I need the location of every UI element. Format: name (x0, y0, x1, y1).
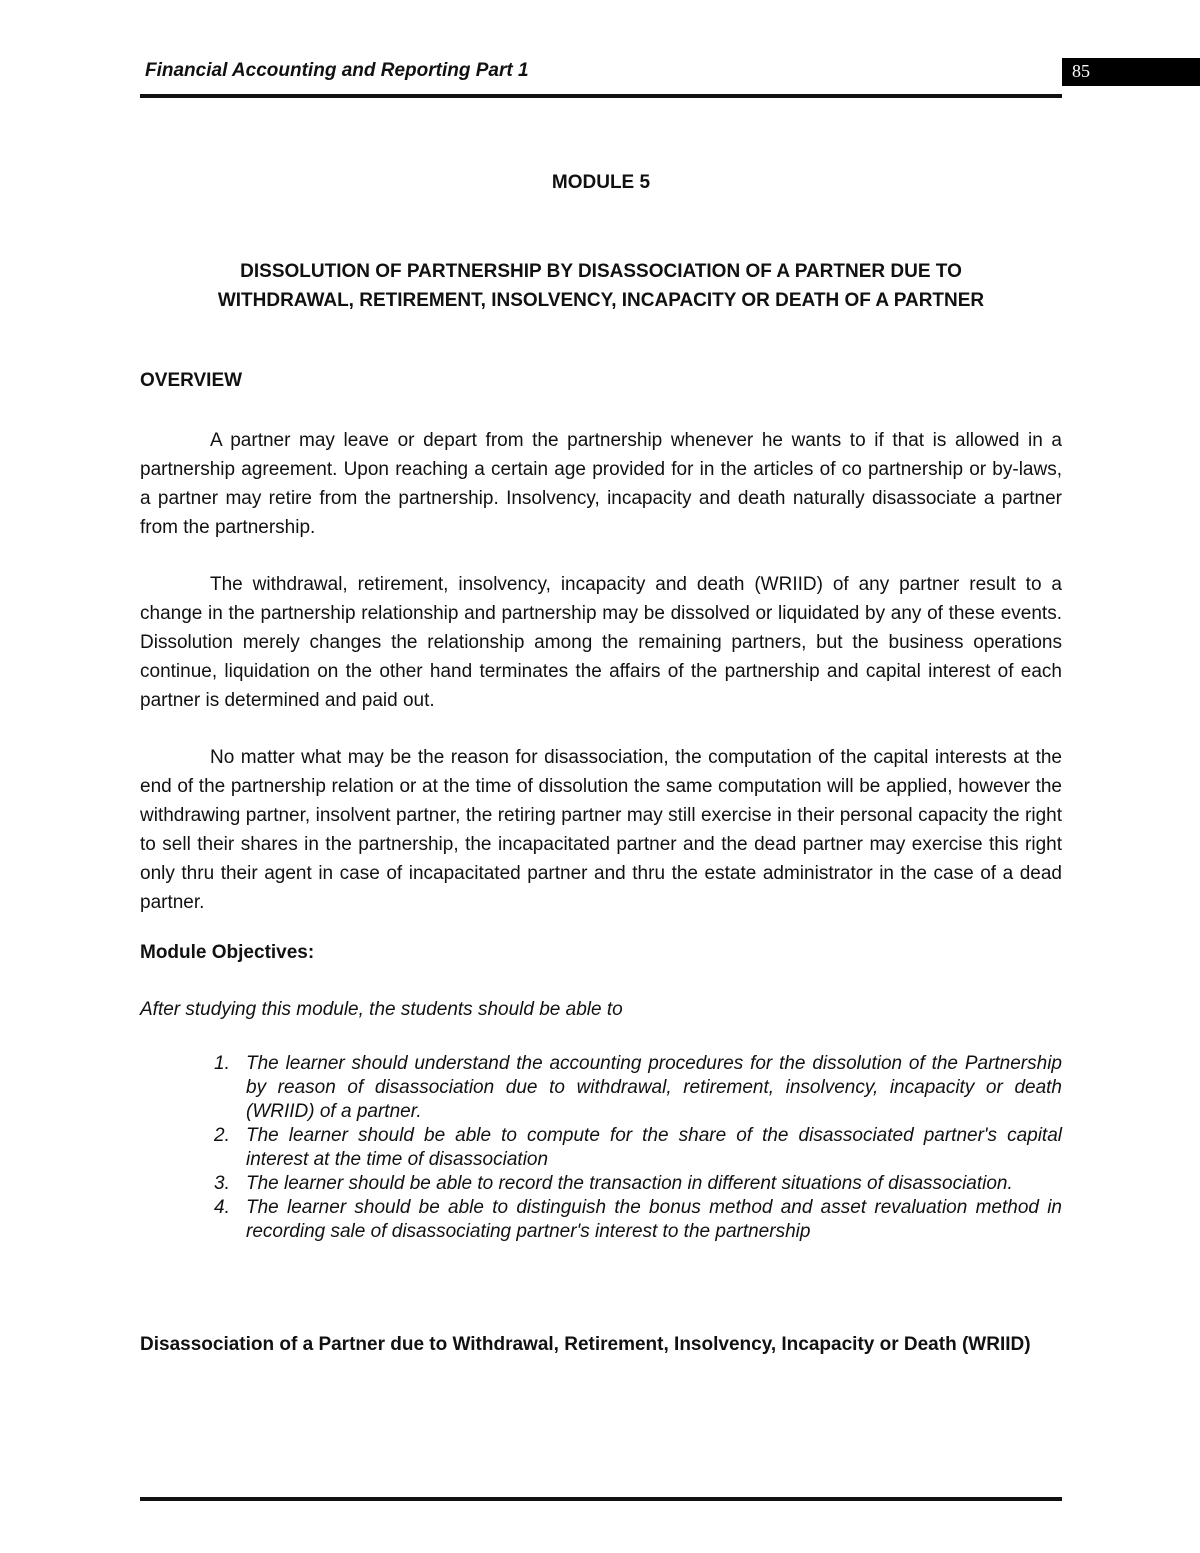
objectives-list (140, 1052, 1062, 1244)
objective-text: The learner should be able to record the transaction in different situations of disassociation. (246, 1173, 1013, 1194)
objective-text: The learner should be able to distinguish the bonus method and asset revaluation method in recording sale of disassociating partner's interest to the partnership (246, 1197, 1062, 1242)
module-title-line-2: WITHDRAWAL, RETIREMENT, INSOLVENCY, INCAPACITY OR DEATH OF A PARTNER (217, 290, 985, 311)
overview-paragraph-1: A partner may leave or depart from the partnership whenever he wants to if that is allowed in a partnership agreement. Upon reaching a certain age provided for in the articles of co partnership or by-laws, a partner may retire from the partnership. Insolvency, incapacity and death naturally disassociate a partner from the partnership. (140, 430, 1062, 538)
objective-item-1 (140, 1052, 1062, 1124)
objective-number: 3. (214, 1173, 230, 1194)
module-title-line-1: DISSOLUTION OF PARTNERSHIP BY DISASSOCIATION OF A PARTNER DUE TO (240, 261, 962, 282)
objective-number: 2. (214, 1125, 230, 1146)
page-header (140, 58, 1062, 90)
objective-text: The learner should be able to compute for the share of the disassociated partner's capital interest at the time of disassociation (246, 1125, 1062, 1170)
page-number: 85 (1072, 61, 1090, 81)
module-label: MODULE 5 (551, 172, 651, 193)
objectives-heading: Module Objectives: (140, 942, 315, 963)
objectives-intro: After studying this module, the students should be able to (140, 999, 623, 1020)
objective-number: 1. (214, 1053, 230, 1074)
overview-paragraph-2: The withdrawal, retirement, insolvency, incapacity and death (WRIID) of any partner result to a change in the partnership relationship and partnership may be dissolved or liquidated by any of these events. Dissolution merely changes the relationship among the remaining partners, but the business operations continue, liquidation on the other hand terminates the affairs of the partnership and capital interest of each partner is determined and paid out. (140, 574, 1062, 711)
objective-item-3 (140, 1172, 1062, 1196)
header-divider (140, 94, 1062, 98)
objective-item-2 (140, 1124, 1062, 1172)
objective-number: 4. (214, 1197, 230, 1218)
module-title (140, 257, 1062, 315)
document-title: Financial Accounting and Reporting Part 1 (145, 60, 529, 81)
objective-text: The learner should understand the accounting procedures for the dissolution of the Partnership by reason of disassociation due to withdrawal, retirement, insolvency, incapacity or death (WRIID) of a partner. (246, 1053, 1062, 1122)
footer-divider (140, 1497, 1062, 1501)
overview-paragraph-3: No matter what may be the reason for disassociation, the computation of the capital interests at the end of the partnership relation or at the time of dissolution the same computation will be applied, however the withdrawing partner, insolvent partner, the retiring partner may still exercise in their personal capacity the right to sell their shares in the partnership, the incapacitated partner and the dead partner may exercise this right only thru their agent in case of incapacitated partner and thru the estate administrator in the case of a dead partner. (140, 747, 1062, 913)
objective-item-4 (140, 1196, 1062, 1244)
page-number-box (1062, 58, 1200, 86)
section-heading: Disassociation of a Partner due to Withdrawal, Retirement, Insolvency, Incapacity or Death (WRIID) (140, 1334, 1031, 1355)
overview-heading: OVERVIEW (140, 370, 243, 391)
